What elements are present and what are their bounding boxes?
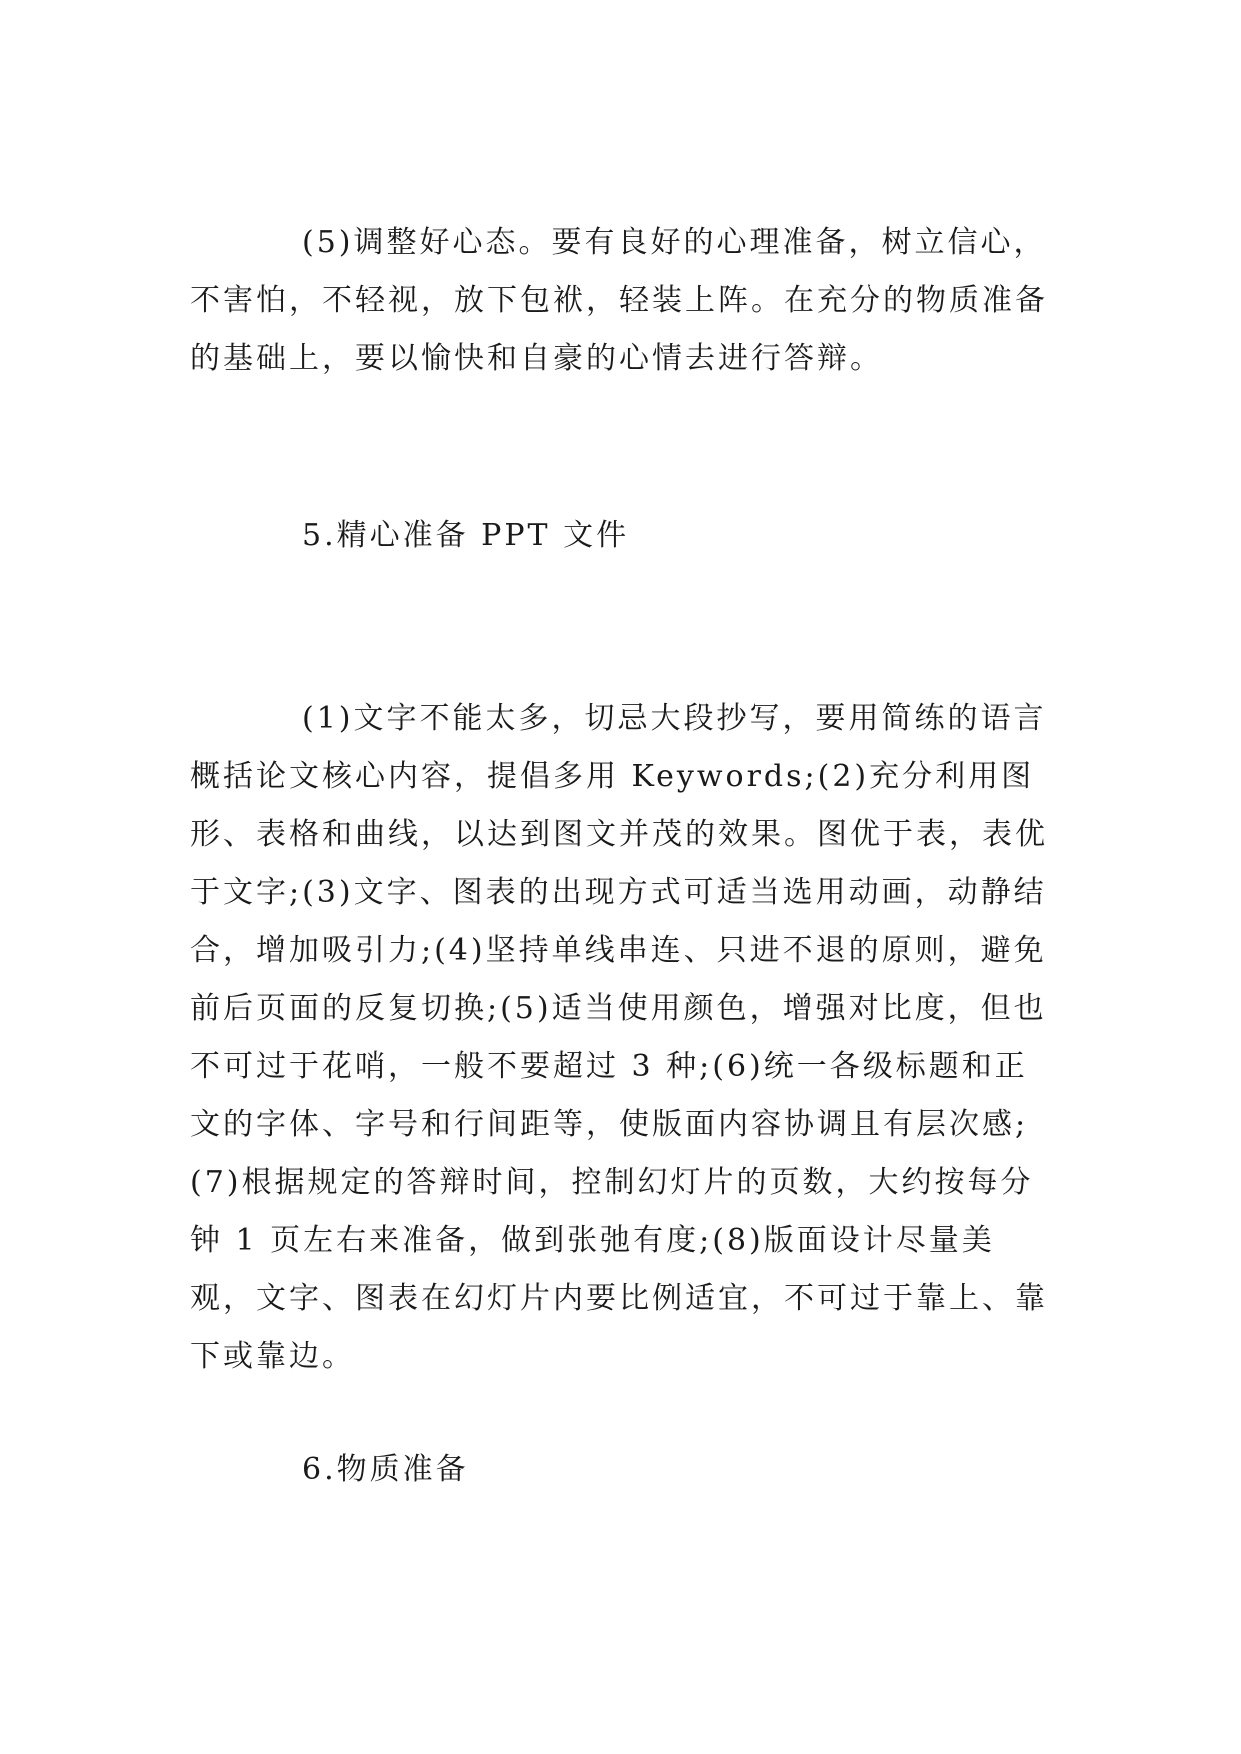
section-heading-ppt: 5.精心准备 PPT 文件 bbox=[302, 518, 630, 553]
paragraph-mindset: (5)调整好心态。要有良好的心理准备，树立信心，不害怕，不轻视，放下包袱，轻装上阵。在充分的物质准备的基础上，要以愉快和自豪的心情去进行答辩。 bbox=[190, 225, 1048, 376]
section-heading-material: 6.物质准备 bbox=[302, 1452, 469, 1487]
paragraph-ppt-tips: (1)文字不能太多，切忌大段抄写，要用简练的语言概括论文核心内容，提倡多用 Keywords;(2)充分利用图形、表格和曲线，以达到图文并茂的效果。图优于表，表优于文字;(3)文字、图表的出现方式可适当选用动画，动静结合，增加吸引力;(4)坚持单线串连、只进不退的原则，避免前后页面的反复切换;(5)适当使用颜色，增强对比度，但也不可过于花哨，一般不要超过 3 种;(6)统一各级标题和正文的字体、字号和行间距等，使版面内容协调且有层次感;(7)根据规定的答辩时间，控制幻灯片的页数，大约按每分钟 1 页左右来准备，做到张弛有度;(8)版面设计尽量美观，文字、图表在幻灯片内要比例适宜，不可过于靠上、靠下或靠边。 bbox=[190, 701, 1048, 1374]
